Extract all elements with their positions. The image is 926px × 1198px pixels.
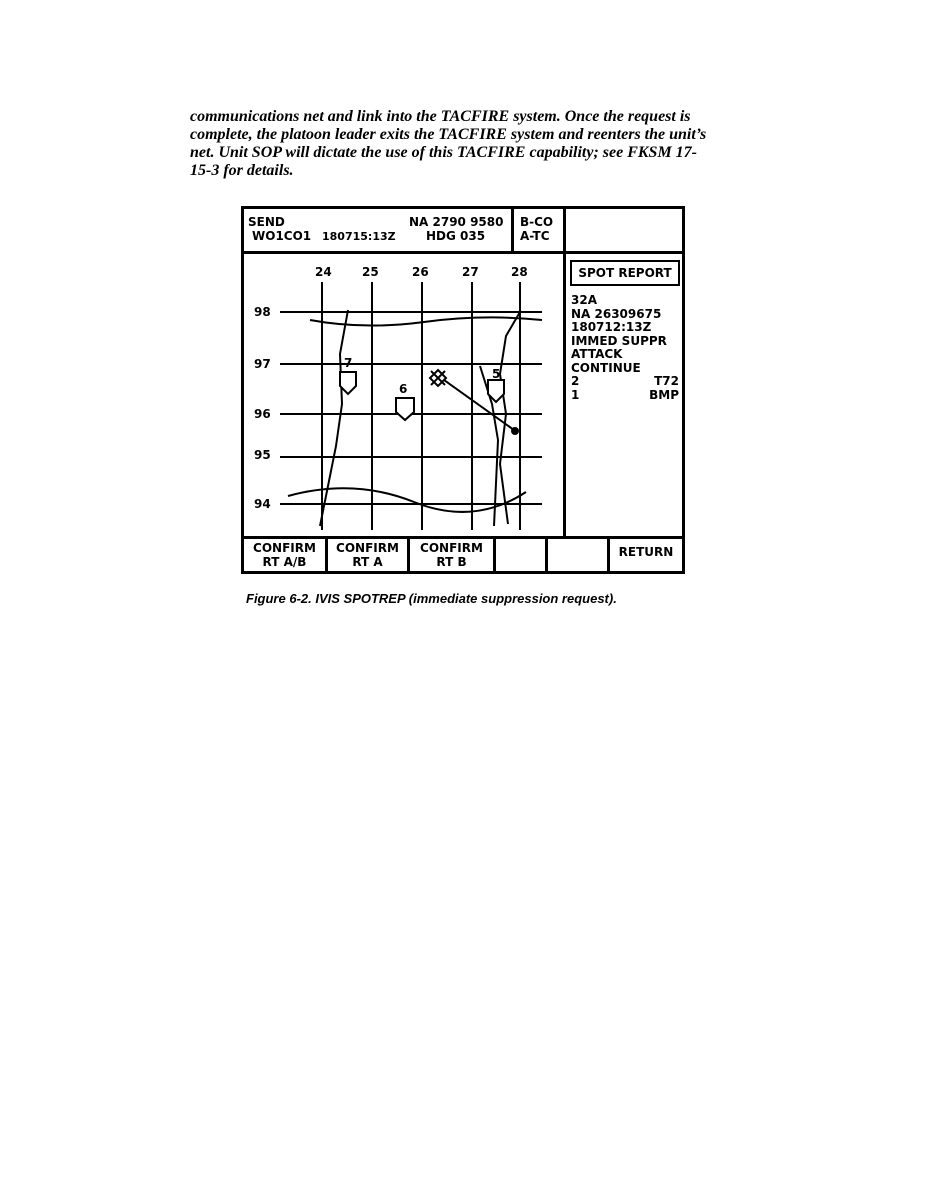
- enemy-count: 1: [571, 387, 580, 402]
- header-status-panel: [244, 209, 514, 254]
- northing-label: 98: [254, 305, 271, 319]
- spot-report-panel: [566, 254, 682, 536]
- send-label: SEND: [248, 215, 285, 229]
- enemy-type: T72: [654, 374, 679, 388]
- northing-label: 94: [254, 497, 271, 511]
- spot-report-line: IMMED SUPPR: [571, 333, 667, 348]
- spot-report-line: NA 26309675: [571, 306, 662, 321]
- header-dtg: 180715:13Z: [322, 230, 396, 243]
- unit-role: A-TC: [520, 229, 550, 243]
- enemy-count: 2: [571, 374, 580, 388]
- paragraph-line: complete, the platoon leader exits the TACFIRE system and reenters the unit’s: [190, 126, 707, 143]
- map-panel[interactable]: [244, 254, 566, 536]
- terrain-features: [288, 310, 542, 526]
- northing-labels: [254, 305, 271, 511]
- button-label: CONFIRM: [336, 541, 399, 555]
- enemy-vector: [444, 380, 518, 434]
- friendly-unit-5[interactable]: [488, 367, 504, 402]
- artillery-burst-icon: [430, 370, 446, 386]
- unit-label: 7: [344, 356, 353, 370]
- easting-label: 25: [362, 265, 379, 279]
- easting-label: 24: [315, 265, 332, 279]
- button-label: RT A: [352, 555, 383, 569]
- button-label: RT A/B: [262, 555, 307, 569]
- blank-function-button[interactable]: [496, 539, 548, 571]
- northing-label: 95: [254, 448, 271, 462]
- function-button-row: [244, 536, 682, 571]
- button-label: RT B: [436, 555, 467, 569]
- easting-label: 27: [462, 265, 479, 279]
- unit-company: B-CO: [520, 215, 554, 229]
- friendly-unit-6[interactable]: [396, 382, 414, 420]
- blank-function-button[interactable]: [548, 539, 610, 571]
- spot-report-line: 180712:13Z: [571, 320, 652, 334]
- friendly-unit-7[interactable]: [340, 356, 356, 394]
- button-label: CONFIRM: [253, 541, 316, 555]
- button-label: CONFIRM: [420, 541, 483, 555]
- figure-caption: Figure 6-2. IVIS SPOTREP (immediate suppression request).: [246, 591, 617, 606]
- spot-report-lines: [571, 294, 679, 402]
- paragraph-line: communications net and link into the TACFIRE system. Once the request is: [190, 108, 691, 125]
- header-location: NA 2790 9580: [409, 215, 504, 229]
- easting-label: 28: [511, 265, 528, 279]
- spot-report-title[interactable]: SPOT REPORT: [570, 260, 680, 286]
- confirm-rt-a-button[interactable]: [328, 539, 410, 571]
- northing-label: 97: [254, 357, 271, 371]
- confirm-rt-b-button[interactable]: [410, 539, 496, 571]
- unit-label: 6: [399, 382, 408, 396]
- northing-label: 96: [254, 407, 271, 421]
- enemy-row: [571, 375, 679, 389]
- unit-marker-icon: [396, 398, 414, 420]
- tactical-map[interactable]: [244, 254, 563, 536]
- sender-id: WO1CO1: [252, 229, 312, 243]
- paragraph-line: 15-3 for details.: [190, 162, 294, 179]
- button-label: RETURN: [618, 545, 674, 559]
- unit-label: 5: [492, 367, 501, 381]
- enemy-row: [571, 389, 679, 403]
- body-paragraph: [190, 108, 780, 180]
- spot-report-line: 32A: [571, 293, 597, 307]
- header-unit-panel: [514, 209, 566, 254]
- paragraph-line: net. Unit SOP will dictate the use of this TACFIRE capability; see FKSM 17-: [190, 144, 697, 161]
- easting-label: 26: [412, 265, 429, 279]
- spot-report-line: ATTACK: [571, 347, 623, 361]
- header-empty-panel: [566, 209, 682, 254]
- enemy-type: BMP: [649, 387, 679, 402]
- return-button[interactable]: [610, 539, 682, 571]
- easting-labels: [315, 265, 528, 279]
- spot-report-line: CONTINUE: [571, 360, 641, 375]
- confirm-rt-ab-button[interactable]: [244, 539, 328, 571]
- ivis-spotrep-figure: [241, 206, 685, 574]
- header-heading: HDG 035: [426, 229, 486, 243]
